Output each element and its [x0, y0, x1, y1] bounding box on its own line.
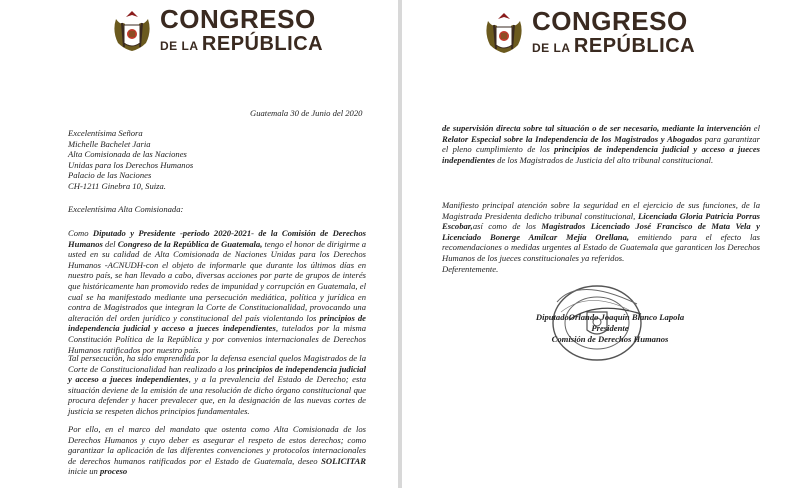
continued-paragraph: de supervisión directa sobre tal situación o de ser necesario, mediante la intervención el Relator Especial sobre la Independencia de los Magistrados y Abogados para garantizar el pleno cumplimiento de los principios de independencia judicial y acceso a jueces independientes de los Magistrados de Justicia del alto tribunal constitucional. [442, 123, 760, 165]
signer-title: Presidente [591, 323, 629, 333]
address-line: Michelle Bachelet Jaria [68, 138, 151, 149]
letter-date: Guatemala 30 de Junio del 2020 [250, 108, 363, 118]
salutation: Excelentísima Alta Comisionada: [68, 204, 184, 214]
letter-page-2 [402, 0, 800, 488]
paragraph-security: Manifiesto principal atención sobre la seguridad en el ejercicio de sus funciones, de la Magistrada Presidenta dedicho tribunal constitucional, Licenciada Gloria Patricia Porras Escobar,así como de los Magistrados Licenciado José Francisco de Mata Vela y Licenciado Bonerge Amílcar Mejía Orellana, emitiendo para el efecto las recomendaciones o medidas urgentes al Estado de Guatemala que garanticen los Derechos Humanos de los jueces constitucionales ya referidos. Deferentemente. [442, 200, 760, 274]
paragraph-2: Tal persecución, ha sido emprendida por la defensa esencial quelos Magistrados de la Corte de Constitucionalidad han realizado a los principios de independencia judicial y acceso a jueces independientes, y a la prevalencia del Estado de Derecho; esta situación deviene de la emisión de una resolución de dicho órgano constitucional que procura defender y hacer prevalecer que, en la designación de las nuevas cortes de justicia se respeten dichos principios fundamentales. [68, 353, 366, 416]
address-line: Alta Comisionada de las Naciones [68, 149, 187, 160]
signature-block [510, 312, 710, 345]
logo-subtitle: DE LA REPÚBLICA [160, 33, 324, 55]
logo-title: CONGRESO [532, 6, 688, 36]
congress-logo [110, 6, 323, 54]
congress-emblem-icon [110, 7, 154, 53]
congress-logo [482, 8, 695, 56]
congress-emblem-icon [482, 9, 526, 55]
logo-title: CONGRESO [160, 4, 316, 34]
address-line: Unidas para los Derechos Humanos [68, 159, 194, 170]
signer-name: DiputadoOrlando Joaquín Blanco Lapola [535, 312, 685, 322]
address-line: Palacio de las Naciones [68, 170, 152, 181]
logo-subtitle: DE LA REPÚBLICA [532, 35, 696, 57]
letter-page-1 [0, 0, 398, 488]
address-line: CH-1211 Ginebra 10, Suiza. [68, 180, 166, 191]
recipient-address [68, 128, 348, 192]
paragraph-3: Por ello, en el marco del mandato que ostenta como Alta Comisionada de los Derechos Humanos y cuyo deber es asegurar el respeto de estos derechos; como garantizar la aplicación de las diferentes convenciones y protocolos internacionales de derechos humanos ratificados por el Estado de Guatemala, deseo SOLICITAR inicie un proceso [68, 424, 366, 477]
address-line: Excelentísima Señora [68, 128, 143, 138]
closing: Deferentemente. [442, 263, 499, 274]
signer-commission: Comisión de Derechos Humanos [551, 334, 669, 344]
paragraph-1: Como Diputado y Presidente -periodo 2020-2021- de la Comisión de Derechos Humanos del Congreso de la República de Guatemala, tengo el honor de dirigirme a usted en su calidad de Alta Comisionada de Naciones Unidas para los Derechos Humanos -ACNUDH-con el objeto de informarle que durante los últimos días en nuestro país, se han llevado a cabo, diversas acciones por parte de grupos de interés que históricamente han promovido redes de impunidad y corrupción en Guatemala, el cual se ha manifestado mediante una persecución mediática, política y jurídica en contra de Magistrados que integran la Corte de Constitucionalidad, provocando una alteración del orden jurídico y constitucional del país violentando los principios de independencia judicial y acceso a jueces independientes, tutelados por la misma Constitución Política de la República y por convenios internacionales de Derechos Humanos ratificados por nuestro país. [68, 228, 366, 355]
